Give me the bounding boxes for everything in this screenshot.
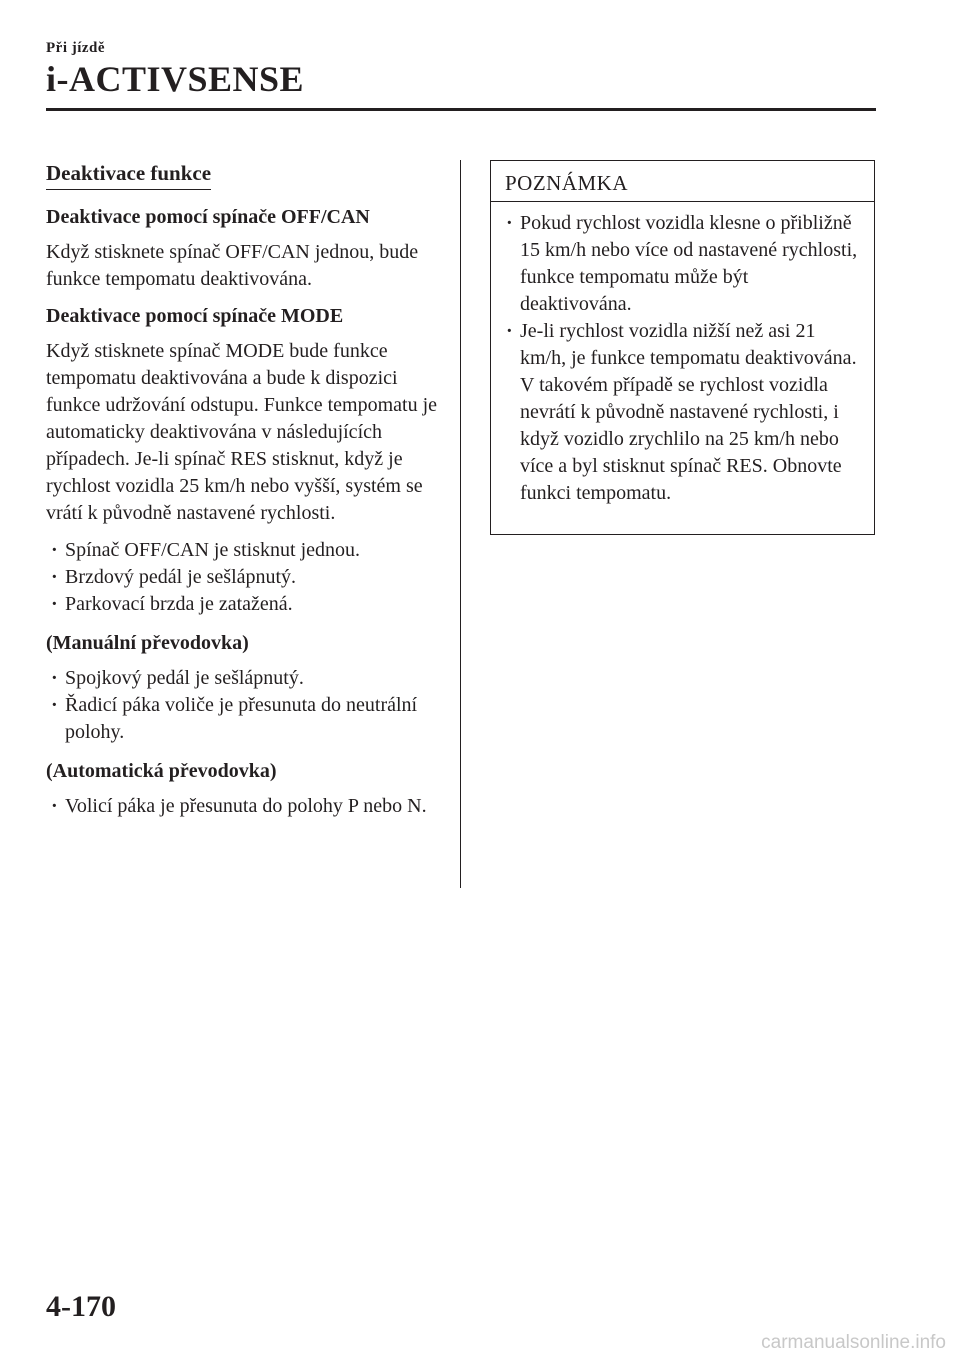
watermark: carmanualsonline.info — [761, 1332, 946, 1353]
list-item: · Volicí páka je přesunuta do polohy P nebo N. — [46, 793, 446, 820]
subheading-off-can: Deaktivace pomocí spínače OFF/CAN — [46, 206, 370, 228]
note-body — [491, 202, 874, 507]
left-column — [46, 160, 446, 832]
general-conditions-list — [46, 537, 446, 618]
page-header — [46, 40, 876, 99]
paragraph-off-can: Když stisknete spínač OFF/CAN jednou, bude funkce tempomatu deaktivována. — [46, 241, 419, 290]
note-item: · Pokud rychlost vozidla klesne o přibližně 15 km/h nebo více od nastavené rychlosti, funkce tempomatu může být deaktivována. — [501, 210, 862, 318]
manual-conditions-list — [46, 665, 446, 746]
chapter-title: i-ACTIVSENSE — [46, 59, 305, 99]
column-divider — [460, 160, 461, 888]
note-item: · Je-li rychlost vozidla nižší než asi 21 km/h, je funkce tempomatu deaktivována. V takovém případě se rychlost vozidla nevrátí k původně nastavené rychlosti, i když vozidlo zrychlilo na 25 km/h nebo více a byl stisknut spínač RES. Obnovte funkci tempomatu. — [501, 318, 862, 507]
list-item: · Spojkový pedál je sešlápnutý. — [46, 665, 446, 692]
list-item: · Řadicí páka voliče je přesunuta do neutrální polohy. — [46, 692, 446, 746]
note-heading: POZNÁMKA — [491, 161, 874, 202]
section-heading: Deaktivace funkce — [46, 160, 211, 190]
subheading-manual: (Manuální převodovka) — [46, 632, 249, 654]
header-rule — [46, 108, 876, 111]
paragraph-mode: Když stisknete spínač MODE bude funkce tempomatu deaktivována a bude k dispozici funkce udržování odstupu. Funkce tempomatu je automaticky deaktivována v následujících případech. Je-li spínač RES stisknut, když je rychlost vozidla 25 km/h nebo vyšší, systém se vrátí k původně nastavené rychlosti. — [46, 340, 438, 524]
note-box — [490, 160, 875, 535]
subheading-automatic: (Automatická převodovka) — [46, 760, 277, 782]
list-item: · Brzdový pedál je sešlápnutý. — [46, 564, 446, 591]
note-list — [501, 210, 862, 507]
page-number: 4-170 — [46, 1290, 116, 1323]
subheading-mode: Deaktivace pomocí spínače MODE — [46, 305, 344, 327]
list-item: · Parkovací brzda je zatažená. — [46, 591, 446, 618]
list-item: · Spínač OFF/CAN je stisknut jednou. — [46, 537, 446, 564]
automatic-conditions-list — [46, 793, 446, 820]
section-label: Při jízdě — [46, 40, 106, 56]
